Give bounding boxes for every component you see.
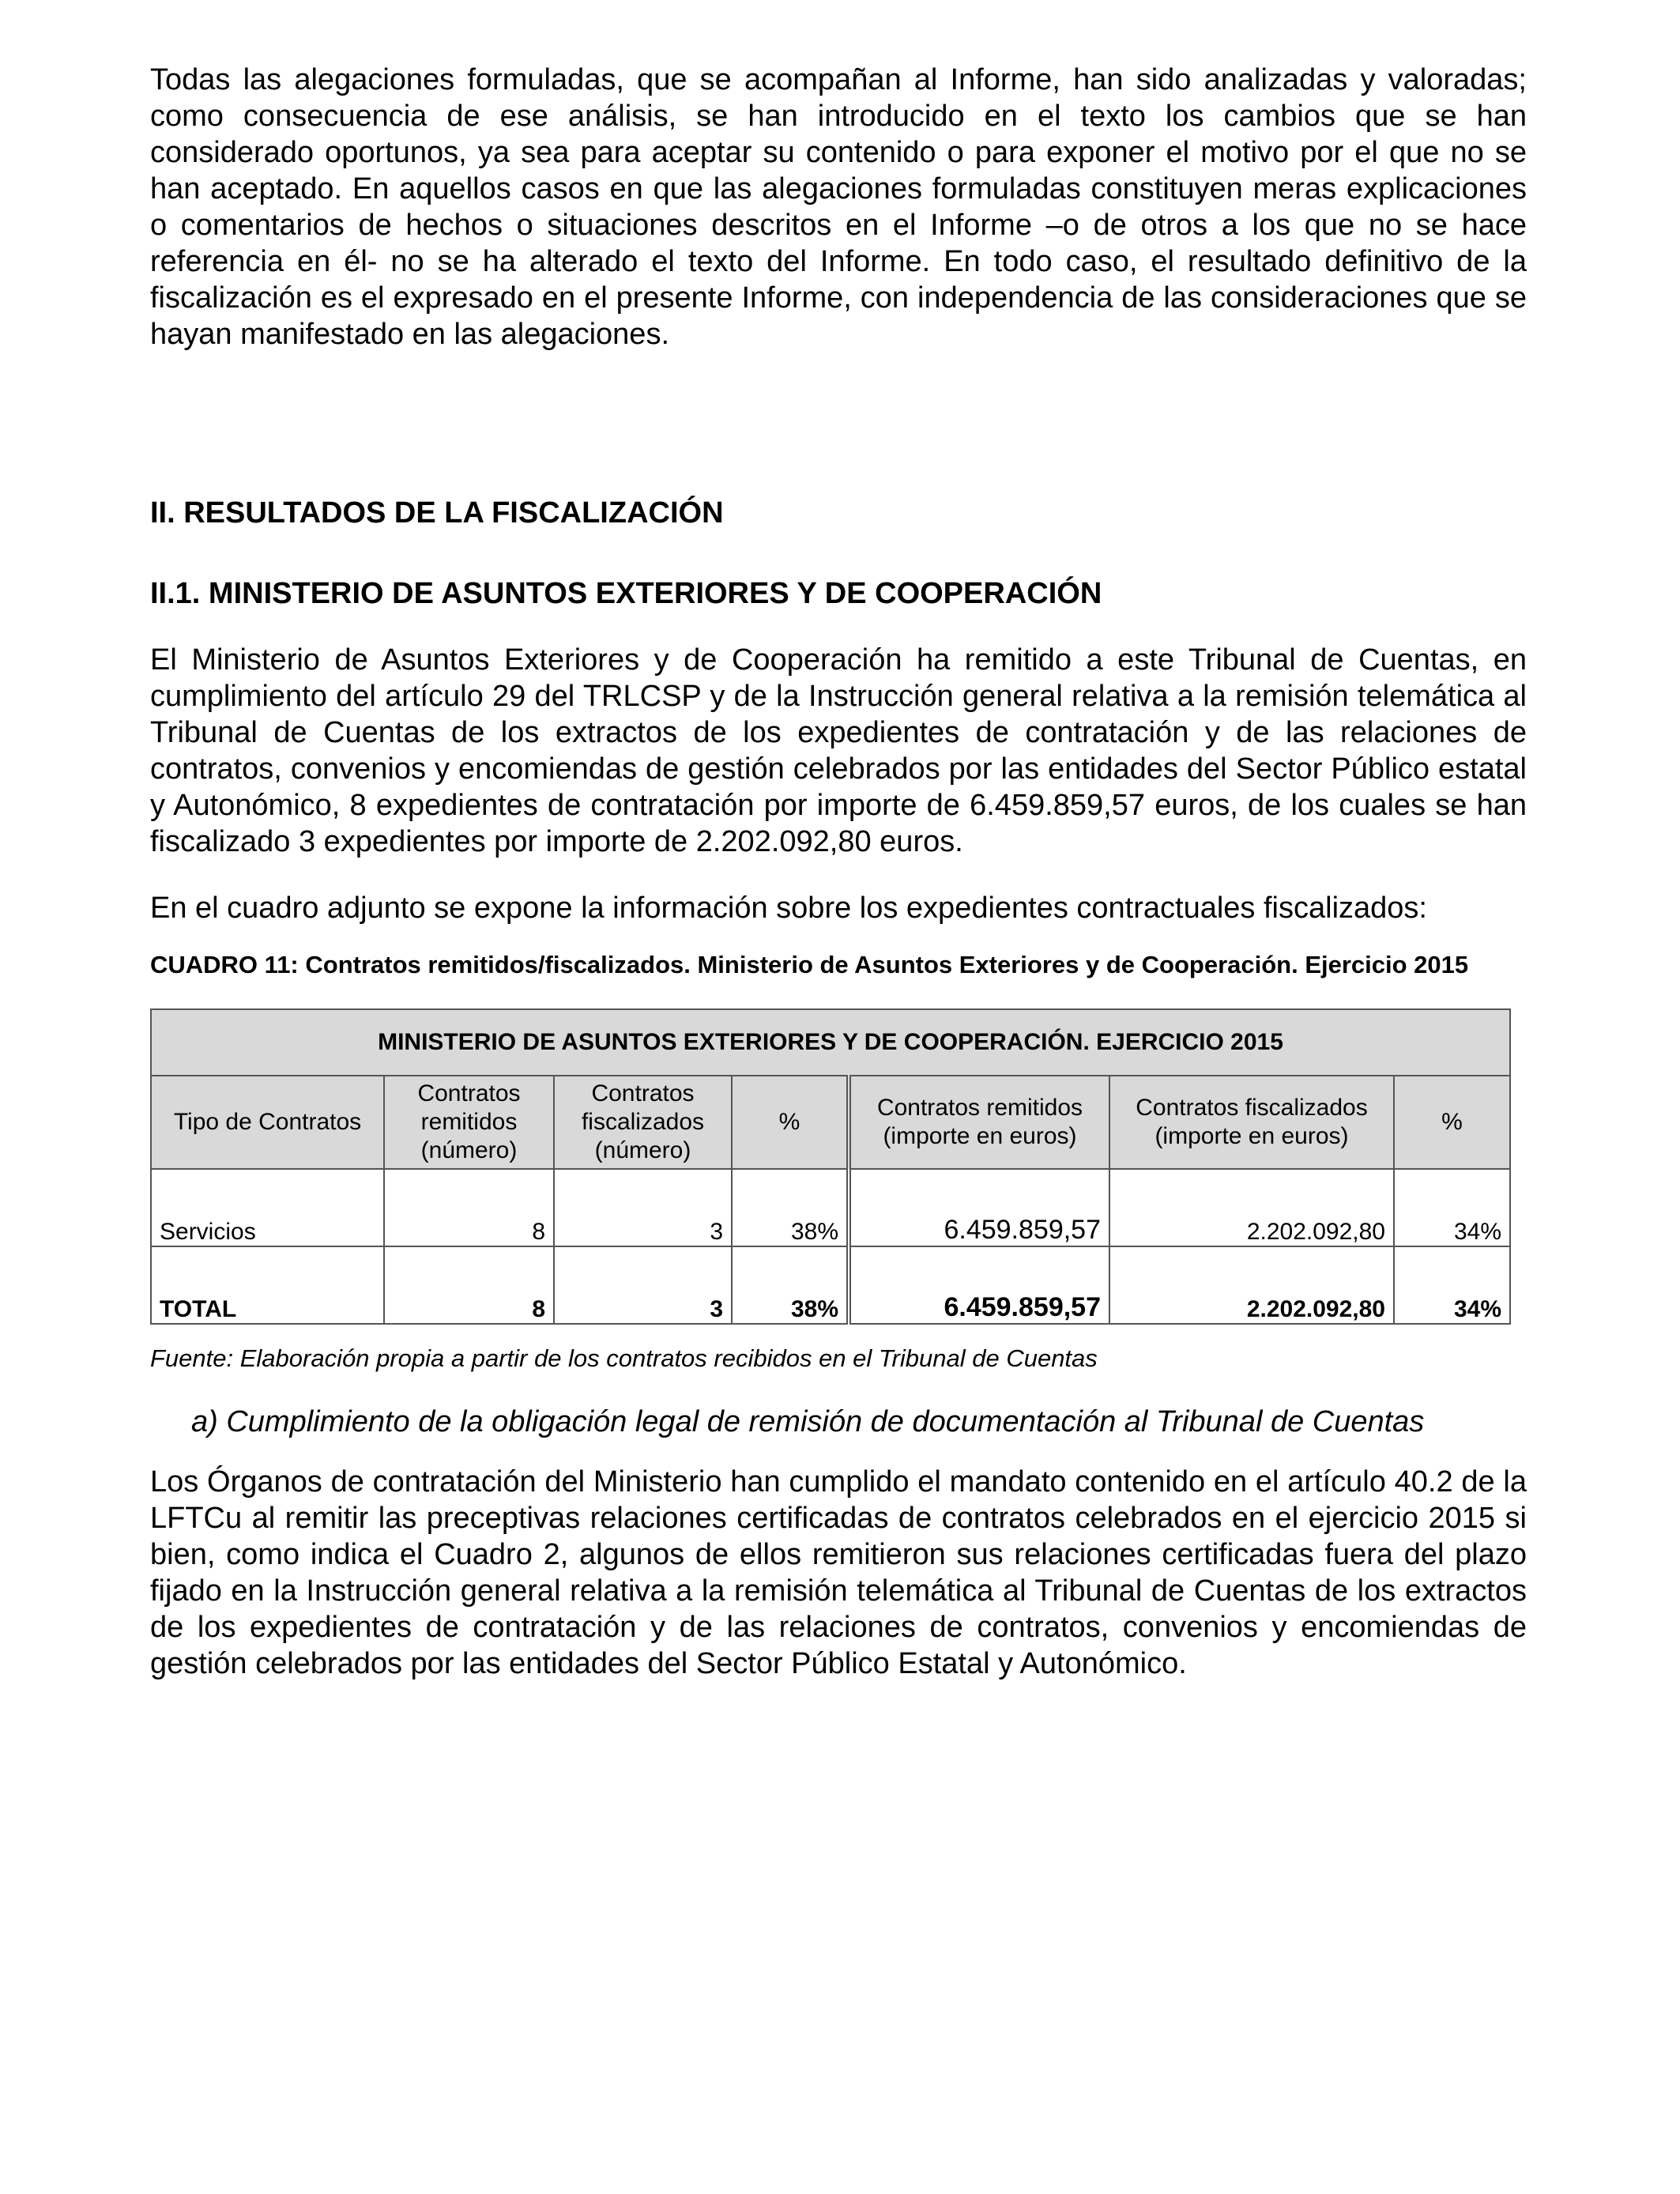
cell-fiscalizados-imp: 2.202.092,80	[1109, 1246, 1394, 1324]
cell-tipo: TOTAL	[151, 1246, 384, 1324]
header-pct-num: %	[732, 1076, 849, 1169]
header-remitidos-imp: Contratos remitidos (importe en euros)	[849, 1076, 1109, 1169]
table-source: Fuente: Elaboración propia a partir de los contratos recibidos en el Tribunal de Cuentas	[150, 1344, 1098, 1372]
table-caption: CUADRO 11: Contratos remitidos/fiscalizados. Ministerio de Asuntos Exteriores y de Cooperación. Ejercicio 2015	[150, 951, 1469, 978]
cell-pct-num: 38%	[732, 1169, 849, 1246]
document-page	[150, 62, 1527, 1682]
cell-remitidos-num: 8	[384, 1246, 554, 1324]
cell-pct-imp: 34%	[1394, 1169, 1510, 1246]
cell-remitidos-imp: 6.459.859,57	[849, 1169, 1109, 1246]
subsection-heading: II.1. MINISTERIO DE ASUNTOS EXTERIORES Y DE COOPERACIÓN	[150, 577, 1102, 610]
table-intro: En el cuadro adjunto se expone la información sobre los expedientes contractuales fiscalizados:	[150, 892, 1427, 925]
cell-fiscalizados-num: 3	[554, 1246, 732, 1324]
section-heading: II. RESULTADOS DE LA FISCALIZACIÓN	[150, 496, 724, 530]
cell-remitidos-num: 8	[384, 1169, 554, 1246]
subheading-a: a) Cumplimiento de la obligación legal de remisión de documentación al Tribunal de Cuentas	[191, 1405, 1425, 1438]
contracts-table	[150, 1008, 1511, 1325]
header-fiscalizados-num: Contratos fiscalizados (número)	[554, 1076, 732, 1169]
table-row	[151, 1169, 1510, 1246]
ministry-paragraph: El Ministerio de Asuntos Exteriores y de Cooperación ha remitido a este Tribunal de Cuentas, en cumplimiento del artículo 29 del TRLCSP y de la Instrucción general relativa a la remisión telemática al Tribunal de Cuentas de los extractos de los expedientes de contratación y de las relaciones de contratos, convenios y encomiendas de gestión celebrados por las entidades del Sector Público estatal y Autonómico, 8 expedientes de contratación por importe de 6.459.859,57 euros, de los cuales se han fiscalizado 3 expedientes por importe de 2.202.092,80 euros.	[150, 643, 1527, 858]
cell-pct-num: 38%	[732, 1246, 849, 1324]
cell-tipo: Servicios	[151, 1169, 384, 1246]
cell-fiscalizados-num: 3	[554, 1169, 732, 1246]
cell-fiscalizados-imp: 2.202.092,80	[1109, 1169, 1394, 1246]
table-row-total	[151, 1246, 1510, 1324]
header-fiscalizados-imp: Contratos fiscalizados (importe en euros)	[1109, 1076, 1394, 1169]
table-title: MINISTERIO DE ASUNTOS EXTERIORES Y DE COOPERACIÓN. EJERCICIO 2015	[151, 1009, 1510, 1076]
intro-paragraph: Todas las alegaciones formuladas, que se acompañan al Informe, han sido analizadas y valoradas; como consecuencia de ese análisis, se han introducido en el texto los cambios que se han considerado oportunos, ya sea para aceptar su contenido o para exponer el motivo por el que no se han aceptado. En aquellos casos en que las alegaciones formuladas constituyen meras explicaciones o comentarios de hechos o situaciones descritos en el Informe –o de otros a los que no se hace referencia en él- no se ha alterado el texto del Informe. En todo caso, el resultado definitivo de la fiscalización es el expresado en el presente Informe, con independencia de las consideraciones que se hayan manifestado en las alegaciones.	[150, 63, 1527, 351]
cell-pct-imp: 34%	[1394, 1246, 1510, 1324]
cell-remitidos-imp: 6.459.859,57	[849, 1246, 1109, 1324]
final-paragraph: Los Órganos de contratación del Ministerio han cumplido el mandato contenido en el artículo 40.2 de la LFTCu al remitir las preceptivas relaciones certificadas de contratos celebrados en el ejercicio 2015 si bien, como indica el Cuadro 2, algunos de ellos remitieron sus relaciones certificadas fuera del plazo fijado en la Instrucción general relativa a la remisión telemática al Tribunal de Cuentas de los extractos de los expedientes de contratación y de las relaciones de contratos, convenios y encomiendas de gestión celebrados por las entidades del Sector Público Estatal y Autonómico.	[150, 1465, 1527, 1680]
header-tipo: Tipo de Contratos	[151, 1076, 384, 1169]
header-remitidos-num: Contratos remitidos (número)	[384, 1076, 554, 1169]
header-pct-imp: %	[1394, 1076, 1510, 1169]
